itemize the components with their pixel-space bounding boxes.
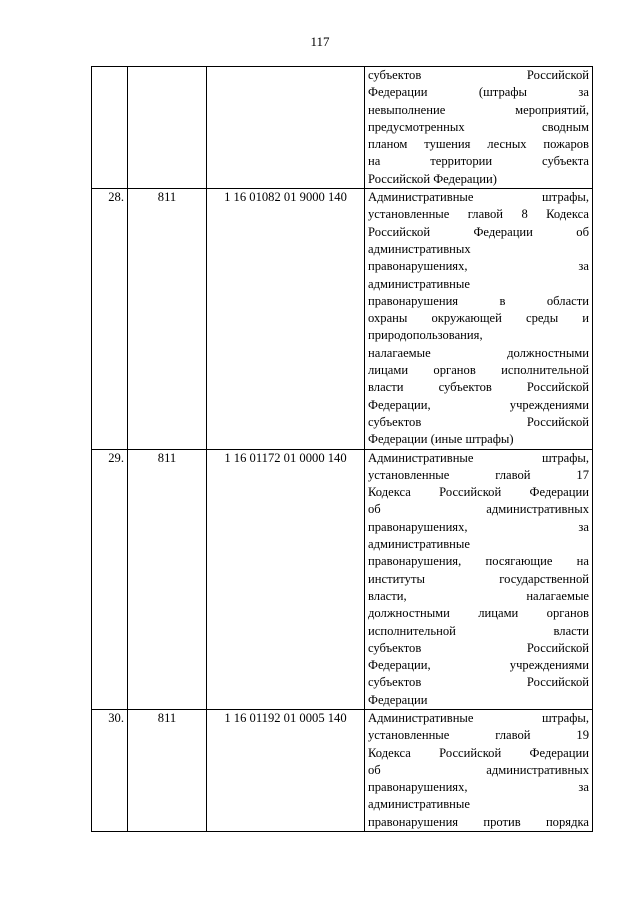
income-description xyxy=(365,67,593,189)
table-body xyxy=(92,67,593,832)
description-line: Административные штрафы, xyxy=(368,710,589,725)
description-line: субъектов Российской xyxy=(368,68,589,82)
description-line: субъектов Российской xyxy=(368,640,589,655)
description-line: должностными лицами органов xyxy=(368,606,589,621)
description-line: на территории субъекта xyxy=(368,154,589,169)
description-line: правонарушения, посягающие на xyxy=(368,554,589,569)
description-line: налагаемые должностными xyxy=(368,345,589,360)
description-line: административные xyxy=(368,276,470,291)
description-line: Российской Федерации об xyxy=(368,224,589,239)
row-number: 28. xyxy=(92,189,128,449)
administrator-code: 811 xyxy=(128,709,207,831)
row-number xyxy=(92,67,128,189)
description-line: правонарушениях, за xyxy=(368,259,589,274)
table-row xyxy=(92,189,593,449)
income-description xyxy=(365,449,593,709)
description-line: административных xyxy=(368,241,471,256)
description-line: Административные штрафы, xyxy=(368,450,589,465)
description-line: установленные главой 19 xyxy=(368,728,589,743)
description-line: Кодекса Российской Федерации xyxy=(368,745,589,760)
description-line: правонарушения в области xyxy=(368,293,589,308)
description-line: Федерации (иные штрафы) xyxy=(368,432,514,447)
table-row xyxy=(92,67,593,189)
row-number: 30. xyxy=(92,709,128,831)
description-line: власти субъектов Российской xyxy=(368,380,589,395)
description-line: Административные штрафы, xyxy=(368,190,589,205)
budget-classification-code: 1 16 01192 01 0005 140 xyxy=(207,709,365,831)
budget-classification-code: 1 16 01082 01 9000 140 xyxy=(207,189,365,449)
budget-classification-code: 1 16 01172 01 0000 140 xyxy=(207,449,365,709)
description-line: об административных xyxy=(368,502,589,517)
description-line: субъектов Российской xyxy=(368,414,589,429)
description-line: правонарушения против порядка xyxy=(368,814,589,829)
description-line: исполнительной власти xyxy=(368,623,589,638)
description-line: планом тушения лесных пожаров xyxy=(368,137,589,152)
page-number: 117 xyxy=(310,34,330,49)
description-line: институты государственной xyxy=(368,571,589,586)
description-line: административные xyxy=(368,797,470,812)
description-line: Федерации, учреждениями xyxy=(368,397,589,412)
table-row xyxy=(92,449,593,709)
budget-codes-table xyxy=(91,66,593,832)
description-line: невыполнение мероприятий, xyxy=(368,102,589,117)
description-line: Федерации, учреждениями xyxy=(368,658,589,673)
income-description xyxy=(365,189,593,449)
description-line: административные xyxy=(368,537,470,552)
description-line: Российской Федерации) xyxy=(368,171,497,186)
description-line: об административных xyxy=(368,762,589,777)
description-line: власти, налагаемые xyxy=(368,588,589,603)
administrator-code: 811 xyxy=(128,449,207,709)
administrator-code: 811 xyxy=(128,189,207,449)
description-line: Федерации (штрафы за xyxy=(368,85,589,100)
budget-classification-code xyxy=(207,67,365,189)
description-line: установленные главой 8 Кодекса xyxy=(368,207,589,222)
description-line: правонарушениях, за xyxy=(368,519,589,534)
description-line: предусмотренных сводным xyxy=(368,119,589,134)
table-row xyxy=(92,709,593,831)
description-line: природопользования, xyxy=(368,328,483,343)
administrator-code xyxy=(128,67,207,189)
description-line: правонарушениях, за xyxy=(368,780,589,795)
description-line: субъектов Российской xyxy=(368,675,589,690)
income-description xyxy=(365,709,593,831)
description-line: установленные главой 17 xyxy=(368,467,589,482)
description-line: охраны окружающей среды и xyxy=(368,311,589,326)
row-number: 29. xyxy=(92,449,128,709)
description-line: Кодекса Российской Федерации xyxy=(368,485,589,500)
description-line: лицами органов исполнительной xyxy=(368,363,589,378)
description-line: Федерации xyxy=(368,692,428,707)
